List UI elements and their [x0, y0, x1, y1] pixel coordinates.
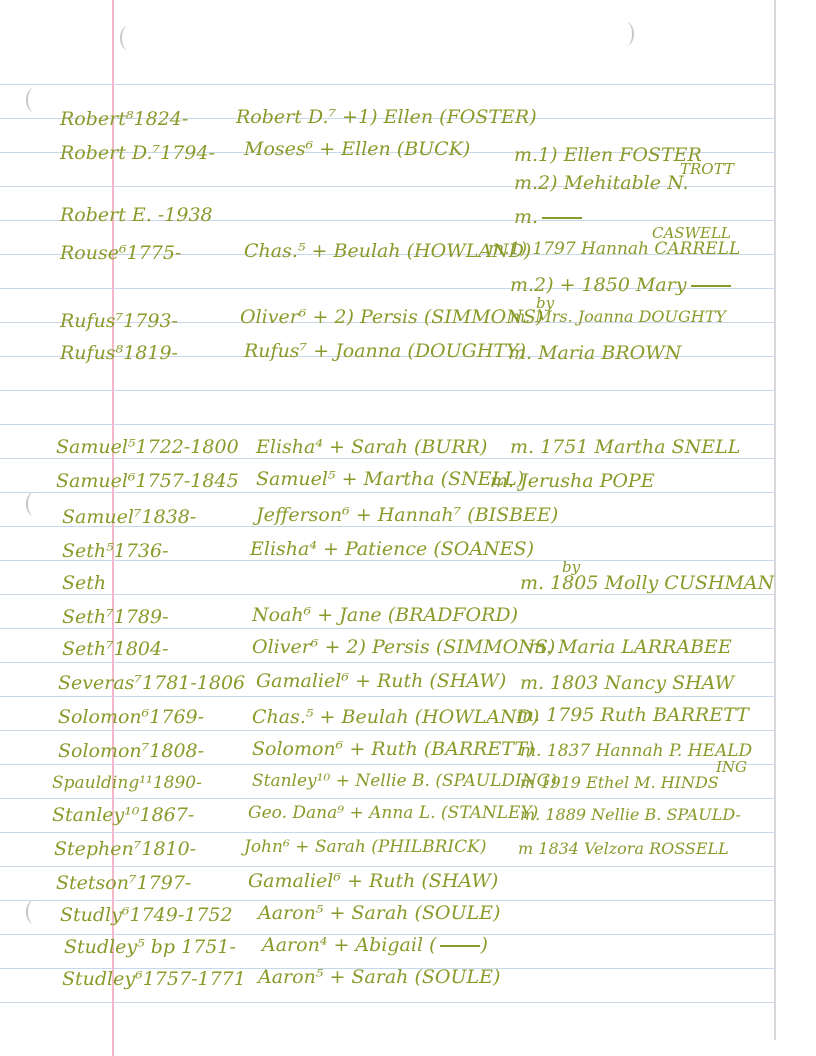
entry-name: Spaulding¹¹1890- — [52, 773, 202, 793]
ruled-line — [0, 900, 774, 901]
entry-parents: Gamaliel⁶ + Ruth (SHAW) — [248, 870, 499, 892]
ruled-line — [0, 730, 774, 731]
entry-parents: Chas.⁵ + Beulah (HOWLAND) — [244, 240, 532, 262]
closing-paren: ) — [480, 934, 488, 956]
entry-spouse: m. 1889 Nellie B. SPAULD- — [520, 805, 741, 824]
entry-name: Studley⁶1757-1771 — [62, 968, 246, 990]
entry-parents: Chas.⁵ + Beulah (HOWLAND) — [252, 706, 540, 728]
entry-name: Robert E. -1938 — [60, 204, 213, 226]
entry-parents: Jefferson⁶ + Hannah⁷ (BISBEE) — [256, 504, 559, 526]
entry-spouse-line — [514, 206, 582, 228]
blank-line — [440, 945, 480, 947]
entry-note: by — [536, 294, 555, 312]
ruled-line — [0, 832, 774, 833]
entry-spouse: m. — [514, 206, 539, 228]
binder-hole-mark — [618, 22, 634, 46]
entry-note: ING — [716, 758, 748, 776]
entry-note: TROTT — [680, 160, 734, 178]
entry-name: Robert⁸1824- — [60, 108, 189, 130]
entry-name: Studly⁶1749-1752 — [60, 904, 233, 926]
entry-parents: Gamaliel⁶ + Ruth (SHAW) — [256, 670, 507, 692]
entry-spouse: m. Mrs. Joanna DOUGHTY — [510, 307, 726, 326]
entry-parents: Robert D.⁷ +1) Ellen (FOSTER) — [236, 106, 537, 128]
entry-parents: Rufus⁷ + Joanna (DOUGHTY) — [244, 340, 527, 362]
entry-parents: Stanley¹⁰ + Nellie B. (SPAULDING) — [252, 771, 557, 791]
ruled-line — [0, 492, 774, 493]
binder-hole-mark — [120, 26, 136, 50]
entry-name: Samuel⁷1838- — [62, 506, 197, 528]
ruled-line — [0, 390, 774, 391]
entry-spouse: m. 1803 Nancy SHAW — [520, 672, 735, 694]
entry-parents: Oliver⁶ + 2) Persis (SIMMONS) — [240, 306, 544, 328]
entry-parents: Aaron⁵ + Sarah (SOULE) — [258, 966, 501, 988]
ruled-line — [0, 628, 774, 629]
entry-parents: Elisha⁴ + Patience (SOANES) — [250, 538, 534, 560]
entry-parents: Samuel⁵ + Martha (SNELL) — [256, 468, 525, 490]
entry-name: Robert D.⁷1794- — [60, 142, 215, 164]
entry-name: Seth⁷1804- — [62, 638, 169, 660]
entry-name: Stanley¹⁰1867- — [52, 804, 195, 826]
entry-spouse: m. Jerusha POPE — [490, 470, 655, 492]
ruled-line — [0, 424, 774, 425]
ruled-line — [0, 84, 774, 85]
blank-line — [691, 285, 731, 287]
binder-hole-mark — [26, 900, 42, 924]
entry-spouse: m.1) Ellen FOSTER — [514, 144, 702, 166]
entry-name: Samuel⁵1722-1800 — [56, 436, 239, 458]
entry-spouse: m. 1795 Ruth BARRETT — [516, 704, 749, 726]
entry-parents: Oliver⁶ + 2) Persis (SIMMONS) — [252, 636, 556, 658]
entry-name: Rufus⁸1819- — [60, 342, 178, 364]
entry-parents: Noah⁶ + Jane (BRADFORD) — [252, 604, 519, 626]
entry-name: Rufus⁷1793- — [60, 310, 178, 332]
ruled-line — [0, 764, 774, 765]
blank-line — [542, 217, 582, 219]
entry-parents: Elisha⁴ + Sarah (BURR) — [256, 436, 488, 458]
entry-name: Rouse⁶1775- — [60, 242, 182, 264]
entry-spouse: m. 1837 Hannah P. HEALD — [520, 741, 753, 761]
entry-parents: Solomon⁶ + Ruth (BARRETT) — [252, 738, 535, 760]
ruled-line — [0, 866, 774, 867]
entry-name: Severas⁷1781-1806 — [58, 672, 246, 694]
entry-spouse: m 1834 Velzora ROSSELL — [518, 839, 729, 858]
entry-spouse: m. Maria LARRABEE — [528, 636, 732, 658]
entry-spouse: m 1919 Ethel M. HINDS — [520, 773, 719, 792]
entry-parents: John⁶ + Sarah (PHILBRICK) — [244, 837, 487, 857]
ruled-line — [0, 458, 774, 459]
entry-parents: Aaron⁵ + Sarah (SOULE) — [258, 902, 501, 924]
ruled-line — [0, 662, 774, 663]
entry-spouse: m.2) + 1850 Mary — [510, 274, 687, 296]
entry-note: by — [562, 558, 581, 576]
binder-hole-mark — [26, 88, 42, 112]
entry-name: Seth⁷1789- — [62, 606, 169, 628]
entry-name: Studley⁵ bp 1751- — [64, 936, 236, 958]
entry-name: Stetson⁷1797- — [56, 872, 192, 894]
entry-name: Seth — [62, 572, 107, 594]
entry-spouse: m. Maria BROWN — [508, 342, 682, 364]
binder-hole-mark — [26, 492, 42, 516]
entry-note: CASWELL — [652, 224, 731, 242]
entry-name: Stephen⁷1810- — [54, 838, 197, 860]
ruled-line — [0, 594, 774, 595]
entry-name: Solomon⁶1769- — [58, 706, 205, 728]
ruled-line — [0, 696, 774, 697]
page-edge — [774, 0, 776, 1040]
entry-name: Seth⁵1736- — [62, 540, 169, 562]
entry-spouse: m. 1805 Molly CUSHMAN — [520, 572, 775, 594]
entry-parents: Moses⁶ + Ellen (BUCK) — [244, 138, 471, 160]
ruled-line — [0, 798, 774, 799]
entry-parents: Geo. Dana⁹ + Anna L. (STANLEY) — [248, 803, 539, 823]
entry-parents: Aaron⁴ + Abigail ( — [262, 934, 437, 956]
ruled-line — [0, 1002, 774, 1003]
entry-spouse: m. 1751 Martha SNELL — [510, 436, 741, 458]
entry-name: Samuel⁶1757-1845 — [56, 470, 239, 492]
entry-parents-line — [262, 934, 488, 956]
entry-spouse: m.2) Mehitable N. — [514, 172, 689, 194]
entry-name: Solomon⁷1808- — [58, 740, 205, 762]
entry-spouse: m.1) 1797 Hannah CARRELL — [488, 239, 741, 259]
